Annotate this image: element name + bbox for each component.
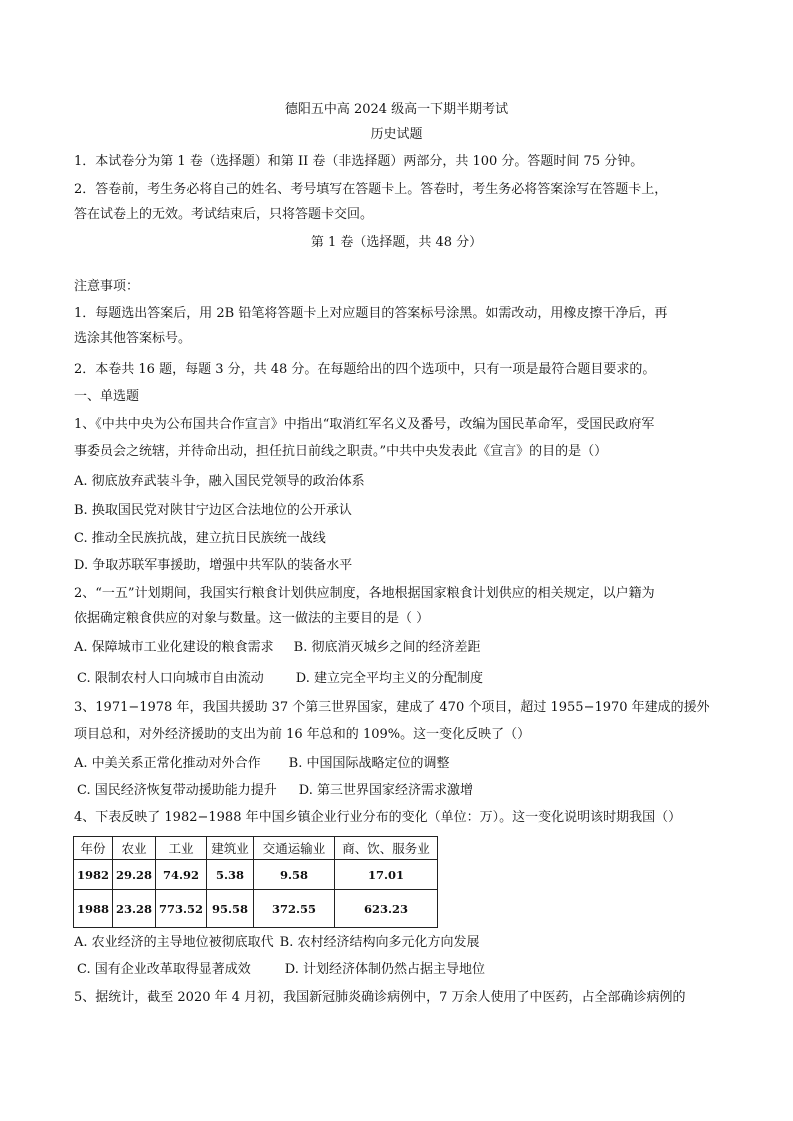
question-4-option-d: D. 计划经济体制仍然占据主导地位 (284, 962, 485, 977)
question-3-option-a: A. 中美关系正常化推动对外合作 (74, 756, 261, 771)
table-cell: 773.52 (156, 890, 207, 928)
question-4-options-cd (77, 961, 727, 979)
table-cell: 372.55 (254, 890, 335, 928)
table-cell: 623.23 (335, 890, 438, 928)
exam-subject: 历史试题 (370, 127, 423, 142)
question-3-options-cd (77, 782, 727, 800)
table-cell: 23.28 (113, 890, 156, 928)
question-2-option-a: A. 保障城市工业化建设的粮食需求 (74, 640, 274, 655)
question-2-option-b: B. 彻底消灭城乡之间的经济差距 (293, 640, 481, 655)
table-header-cell: 交通运输业 (254, 837, 335, 860)
question-2-option-d: D. 建立完全平均主义的分配制度 (295, 671, 483, 686)
question-1-stem-cont: 事委员会之统辖，并待命出动，担任抗日前线之职责。”中共中央发表此《宣言》的目的是（） (74, 444, 608, 459)
question-1-stem: 1、《中共中央为公布国共合作宣言》中指出“取消红军名义及番号，改编为国民革命军，受国民政府军 (74, 417, 655, 432)
notice-1-cont: 选涂其他答案标号。 (74, 331, 192, 346)
question-4-option-c: C. 国有企业改革取得显著成效 (77, 962, 251, 977)
question-4-option-b: B. 农村经济结构向多元化方向发展 (279, 935, 480, 950)
question-3-option-b: B. 中国国际战略定位的调整 (288, 756, 450, 771)
table-header-cell: 商、饮、服务业 (335, 837, 438, 860)
instruction-2-cont: 答在试卷上的无效。考试结束后，只将答题卡交回。 (74, 207, 374, 222)
instruction-2: 2．答卷前，考生务必将自己的姓名、考号填写在答题卡上。答卷时，考生务必将答案涂写在答题卡上， (74, 182, 668, 197)
table-cell: 17.01 (335, 860, 438, 890)
part1-title: 第 1 卷（选择题，共 48 分） (310, 235, 483, 250)
question-3-stem-cont: 项目总和，对外经济援助的支出为前 16 年总和的 109%。这一变化反映了（） (74, 727, 531, 742)
question-3-options-ab (74, 755, 724, 773)
table-header-row (74, 837, 438, 860)
question-1-option-a: A. 彻底放弃武装斗争，融入国民党领导的政治体系 (74, 474, 365, 489)
question-1-option-b: B. 换取国民党对陕甘宁边区合法地位的公开承认 (74, 503, 352, 518)
question-2-option-c: C. 限制农村人口向城市自由流动 (77, 671, 264, 686)
table-cell: 1982 (74, 860, 113, 890)
question-3-option-d: D. 第三世界国家经济需求激增 (298, 783, 473, 798)
question-4-options-ab (74, 934, 724, 952)
question-2-options-cd (77, 670, 727, 688)
notice-heading: 注意事项： (74, 279, 140, 294)
table-cell: 9.58 (254, 860, 335, 890)
notice-1: 1．每题选出答案后，用 2B 铅笔将答题卡上对应题目的答案标号涂黑。如需改动，用橡皮擦干净后，再 (74, 306, 668, 321)
question-5-stem: 5、据统计，截至 2020 年 4 月初，我国新冠肺炎确诊病例中，7 万余人使用了中医药，占全部确诊病例的 (74, 990, 686, 1005)
table-row (74, 860, 438, 890)
table-header-cell: 农业 (113, 837, 156, 860)
table-cell: 29.28 (113, 860, 156, 890)
question-4-option-a: A. 农业经济的主导地位被彻底取代 (74, 935, 274, 950)
question-3-stem: 3、1971−1978 年，我国共援助 37 个第三世界国家，建成了 470 个项目，超过 1955−1970 年建成的援外 (74, 700, 710, 715)
township-enterprise-table (73, 836, 438, 928)
question-2-stem: 2、“一五”计划期间，我国实行粮食计划供应制度，各地根据国家粮食计划供应的相关规定，以户籍为 (74, 586, 655, 601)
table-header-cell: 工业 (156, 837, 207, 860)
instruction-1: 1．本试卷分为第 1 卷（选择题）和第 II 卷（非选择题）两部分，共 100 分。答题时间 75 分钟。 (74, 154, 644, 169)
table-cell: 1988 (74, 890, 113, 928)
table-row (74, 890, 438, 928)
exam-title: 德阳五中高 2024 级高一下期半期考试 (284, 102, 509, 117)
question-2-stem-cont: 依据确定粮食供应的对象与数量。这一做法的主要目的是（ ） (74, 611, 430, 626)
table-cell: 5.38 (207, 860, 254, 890)
table-cell: 95.58 (207, 890, 254, 928)
question-1-option-d: D. 争取苏联军事援助，增强中共军队的装备水平 (74, 558, 353, 573)
table-header-cell: 建筑业 (207, 837, 254, 860)
question-3-option-c: C. 国民经济恢复带动援助能力提升 (77, 783, 277, 798)
notice-2: 2．本卷共 16 题，每题 3 分，共 48 分。在每题给出的四个选项中，只有一项是最符合题目要求的。 (74, 362, 656, 377)
section-heading: 一、单选题 (74, 389, 140, 404)
question-4-stem: 4、下表反映了 1982−1988 年中国乡镇企业行业分布的变化（单位：万）。这一变化说明该时期我国（） (74, 810, 682, 825)
table-cell: 74.92 (156, 860, 207, 890)
question-1-option-c: C. 推动全民族抗战，建立抗日民族统一战线 (74, 531, 326, 546)
question-2-options-ab (74, 639, 724, 657)
table-header-cell: 年份 (74, 837, 113, 860)
